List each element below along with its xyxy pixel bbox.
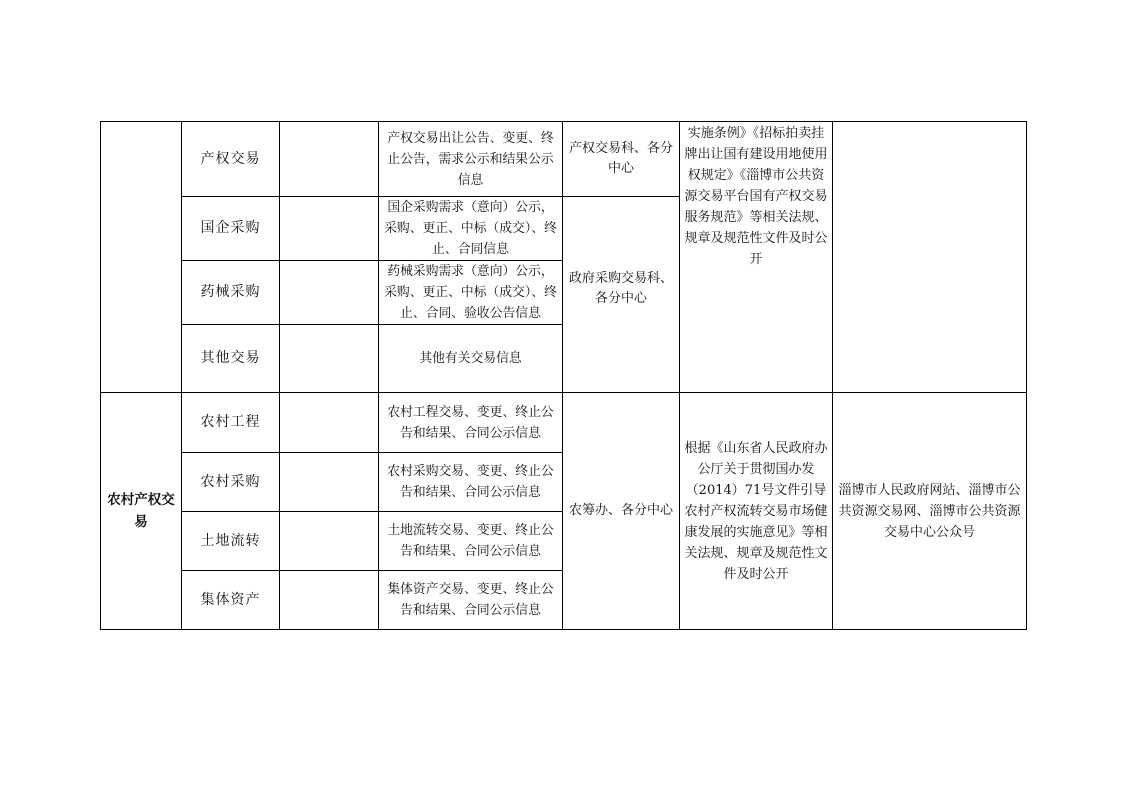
subcategory-cell: 集体资产 <box>182 571 280 630</box>
disclosure-table <box>100 121 1027 630</box>
category-cell-empty <box>101 122 182 393</box>
content-cell: 集体资产交易、变更、终止公告和结果、合同公示信息 <box>379 571 563 630</box>
empty-cell <box>280 261 379 325</box>
content-cell: 其他有关交易信息 <box>379 325 563 393</box>
department-cell: 农筹办、各分中心 <box>563 393 680 630</box>
subcategory-cell: 农村采购 <box>182 453 280 512</box>
content-cell: 产权交易出让公告、变更、终止公告，需求公示和结果公示信息 <box>379 122 563 197</box>
basis-cell: 实施条例》《招标拍卖挂牌出让国有建设用地使用权规定》《淄博市公共资源交易平台国有产权交易服务规范》等相关法规、规章及规范性文件及时公开 <box>680 122 833 393</box>
subcategory-cell: 土地流转 <box>182 512 280 571</box>
empty-cell <box>280 325 379 393</box>
empty-cell <box>280 453 379 512</box>
table-row <box>101 122 1027 197</box>
empty-cell <box>280 393 379 453</box>
channel-cell: 淄博市人民政府网站、淄博市公共资源交易网、淄博市公共资源交易中心公众号 <box>833 393 1027 630</box>
content-cell: 国企采购需求（意向）公示，采购、更正、中标（成交）、终止、合同信息 <box>379 197 563 261</box>
empty-cell <box>280 512 379 571</box>
subcategory-cell: 药械采购 <box>182 261 280 325</box>
department-cell: 产权交易科、各分中心 <box>563 122 680 197</box>
subcategory-cell: 产权交易 <box>182 122 280 197</box>
subcategory-cell: 其他交易 <box>182 325 280 393</box>
content-cell: 土地流转交易、变更、终止公告和结果、合同公示信息 <box>379 512 563 571</box>
basis-cell: 根据《山东省人民政府办公厅关于贯彻国办发（2014）71号文件引导农村产权流转交易市场健康发展的实施意见》等相关法规、规章及规范性文件及时公开 <box>680 393 833 630</box>
empty-cell <box>280 122 379 197</box>
channel-cell <box>833 122 1027 393</box>
content-cell: 农村工程交易、变更、终止公告和结果、合同公示信息 <box>379 393 563 453</box>
category-cell: 农村产权交易 <box>101 393 182 630</box>
content-cell: 药械采购需求（意向）公示，采购、更正、中标（成交）、终止、合同、验收公告信息 <box>379 261 563 325</box>
department-cell: 政府采购交易科、各分中心 <box>563 197 680 393</box>
subcategory-cell: 国企采购 <box>182 197 280 261</box>
empty-cell <box>280 571 379 630</box>
empty-cell <box>280 197 379 261</box>
subcategory-cell: 农村工程 <box>182 393 280 453</box>
table-row <box>101 393 1027 453</box>
content-cell: 农村采购交易、变更、终止公告和结果、合同公示信息 <box>379 453 563 512</box>
